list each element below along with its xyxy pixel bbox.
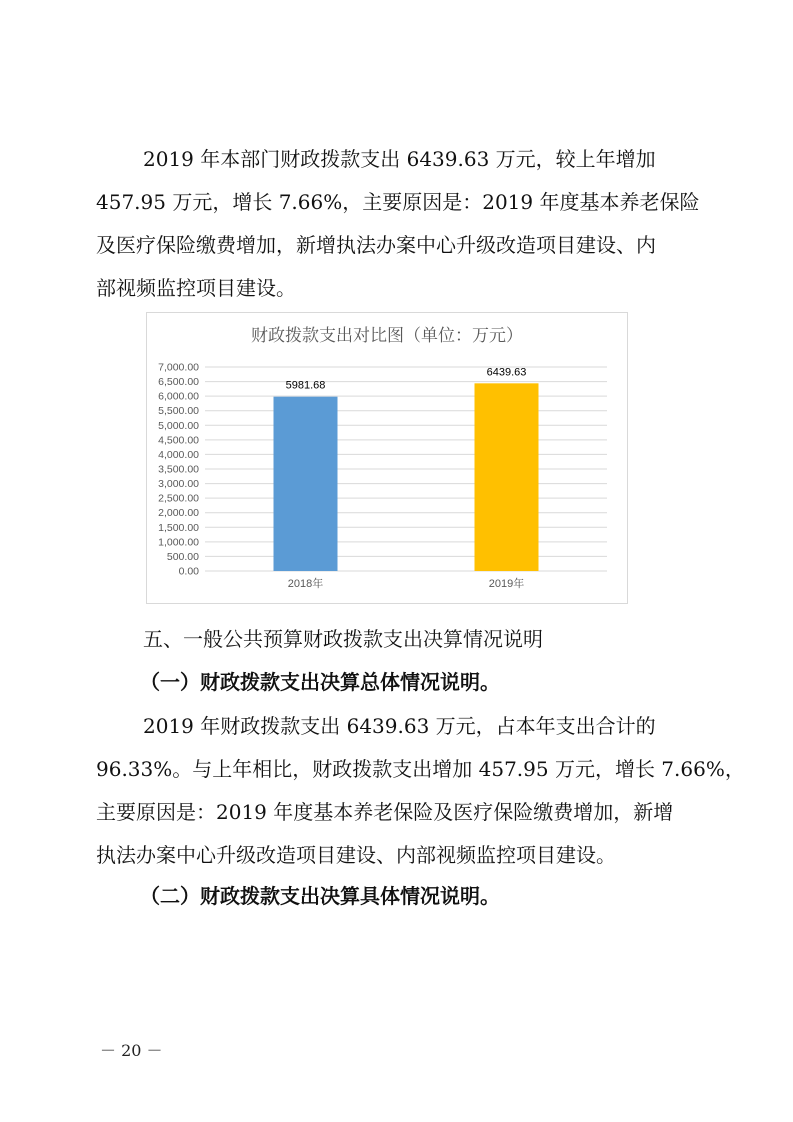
data-label: 6439.63 xyxy=(486,366,527,379)
section-5-subheading-1: （一）财政拨款支出决算总体情况说明。 xyxy=(140,670,500,694)
y-tick-label: 7,000.00 xyxy=(158,361,199,374)
section-5-paragraph-line-1: 2019 年财政拨款支出 6439.63 万元，占本年支出合计的 xyxy=(143,714,656,738)
y-tick-label: 6,500.00 xyxy=(158,376,199,389)
section-5-paragraph-line-3: 主要原因是：2019 年度基本养老保险及医疗保险缴费增加，新增 xyxy=(96,800,674,824)
bar-chart xyxy=(146,312,628,604)
bar xyxy=(274,397,338,571)
y-tick-label: 4,000.00 xyxy=(158,448,199,461)
paragraph-1-line-2: 457.95 万元，增长 7.66%，主要原因是：2019 年度基本养老保险 xyxy=(96,190,700,214)
section-5-heading: 五、一般公共预算财政拨款支出决算情况说明 xyxy=(143,627,543,651)
chart-title: 财政拨款支出对比图（单位：万元） xyxy=(251,326,523,346)
y-tick-label: 1,500.00 xyxy=(158,521,199,534)
paragraph-1-line-1: 2019 年本部门财政拨款支出 6439.63 万元，较上年增加 xyxy=(143,147,656,171)
y-tick-label: 1,000.00 xyxy=(158,536,199,549)
section-5-paragraph-line-2: 96.33%。与上年相比，财政拨款支出增加 457.95 万元，增长 7.66%， xyxy=(96,757,745,781)
y-tick-label: 3,000.00 xyxy=(158,478,199,491)
page-number: － 20 － xyxy=(100,1041,163,1060)
paragraph-1-line-4: 部视频监控项目建设。 xyxy=(96,276,296,300)
y-tick-label: 3,500.00 xyxy=(158,463,199,476)
x-tick-label: 2019年 xyxy=(488,578,525,590)
y-tick-label: 500.00 xyxy=(166,550,199,563)
y-tick-label: 2,500.00 xyxy=(158,492,199,505)
y-tick-label: 4,500.00 xyxy=(158,434,199,447)
section-5-paragraph-line-4: 执法办案中心升级改造项目建设、内部视频监控项目建设。 xyxy=(96,843,616,867)
y-tick-label: 5,000.00 xyxy=(158,419,199,432)
x-tick-label: 2018年 xyxy=(287,578,324,590)
section-5-subheading-2: （二）财政拨款支出决算具体情况说明。 xyxy=(140,884,500,908)
paragraph-1-line-3: 及医疗保险缴费增加，新增执法办案中心升级改造项目建设、内 xyxy=(96,233,656,257)
y-tick-label: 2,000.00 xyxy=(158,507,199,520)
y-tick-label: 5,500.00 xyxy=(158,405,199,418)
bar-chart-svg xyxy=(147,313,627,603)
y-tick-label: 6,000.00 xyxy=(158,390,199,403)
bar xyxy=(475,383,539,571)
y-tick-label: 0.00 xyxy=(178,565,199,578)
data-label: 5981.68 xyxy=(285,379,326,392)
